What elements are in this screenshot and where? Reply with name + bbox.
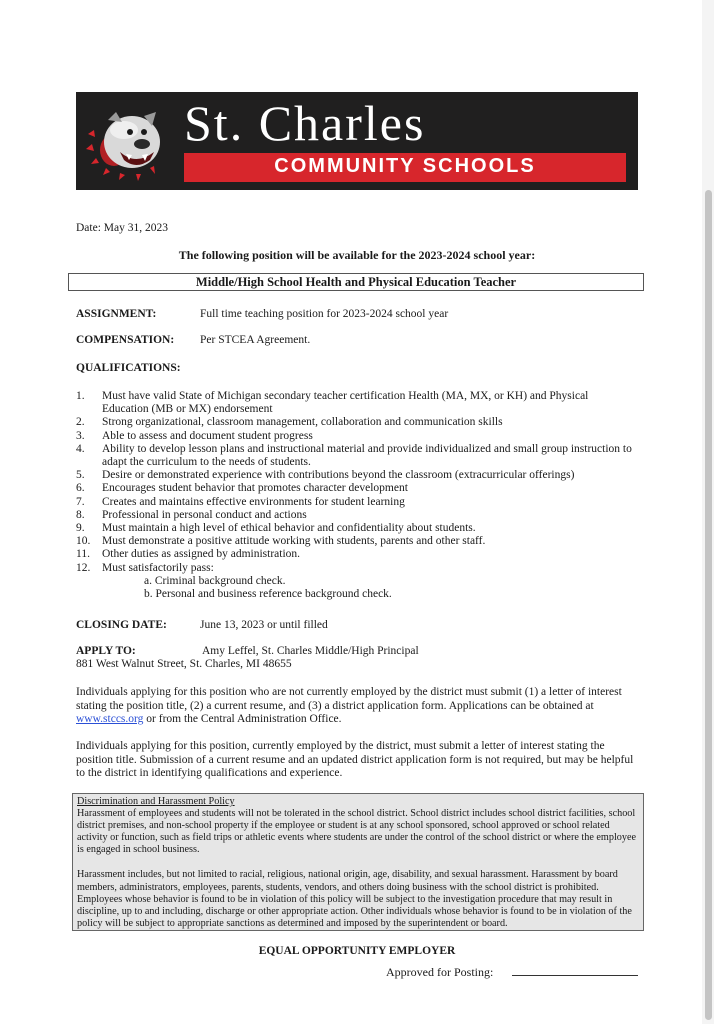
para-text: Individuals applying for this position who are not currently employed by the district must submit (1) a letter of interest stating the position title, (2) a current resume, and (3) a district application form. Applications can be obtained at bbox=[76, 686, 622, 712]
item-number: 6. bbox=[76, 482, 85, 495]
closing-date-value: June 13, 2023 or until filled bbox=[200, 619, 328, 631]
list-item bbox=[76, 416, 636, 429]
posting-date: Date: May 31, 2023 bbox=[76, 222, 168, 234]
item-number: 2. bbox=[76, 416, 85, 429]
external-applicants-paragraph bbox=[76, 686, 636, 727]
item-text: Able to assess and document student progress bbox=[102, 429, 313, 442]
assignment-label: ASSIGNMENT: bbox=[76, 308, 157, 320]
item-number: 11. bbox=[76, 548, 90, 561]
school-name: St. Charles bbox=[184, 95, 426, 151]
item-text: Desire or demonstrated experience with contributions beyond the classroom (extracurricular offerings) bbox=[102, 469, 575, 482]
policy-title: Discrimination and Harassment Policy bbox=[77, 796, 235, 807]
apply-to-label: APPLY TO: bbox=[76, 645, 136, 657]
item-number: 5. bbox=[76, 469, 85, 482]
list-item bbox=[76, 482, 636, 495]
list-item bbox=[76, 509, 636, 522]
compensation-label: COMPENSATION: bbox=[76, 334, 175, 346]
item-text: Creates and maintains effective environments for student learning bbox=[102, 495, 405, 508]
policy-paragraph: Harassment of employees and students will not be tolerated in the school district. School district includes school district facilities, school district premises, and non-school property if the employee or student is at any school sponsored, school approved or school related activity or function, such as field trips or athletic events where students are under the control of the school district or where the employee is engaged in school business. bbox=[77, 808, 637, 856]
sub-item: a. Criminal background check. bbox=[144, 574, 286, 587]
harassment-policy-box bbox=[72, 793, 644, 931]
list-item bbox=[76, 562, 636, 575]
item-number: 10. bbox=[76, 535, 91, 548]
position-title: Middle/High School Health and Physical Education Teacher bbox=[68, 273, 644, 291]
sub-item: b. Personal and business reference background check. bbox=[144, 588, 392, 601]
para-text: or from the Central Administration Office. bbox=[143, 713, 342, 725]
item-text: Must have valid State of Michigan secondary teacher certification Health (MA, MX, or KH) and Physical Education (MB or MX) endorsement bbox=[102, 390, 589, 416]
signature-line bbox=[512, 975, 638, 976]
item-number: 8. bbox=[76, 508, 85, 521]
item-text: Must satisfactorily pass: bbox=[102, 561, 214, 574]
list-item bbox=[76, 390, 636, 416]
scrollbar-track[interactable] bbox=[702, 0, 714, 1024]
item-number: 4. bbox=[76, 442, 85, 455]
approved-for-posting-label: Approved for Posting: bbox=[386, 965, 494, 979]
list-item bbox=[76, 548, 636, 561]
compensation-value: Per STCEA Agreement. bbox=[200, 334, 311, 346]
item-number: 7. bbox=[76, 495, 85, 508]
list-item bbox=[76, 535, 636, 548]
school-subtitle: COMMUNITY SCHOOLS bbox=[274, 155, 536, 177]
equal-opportunity-heading: EQUAL OPPORTUNITY EMPLOYER bbox=[258, 945, 456, 957]
school-banner bbox=[76, 92, 638, 190]
item-text: Must demonstrate a positive attitude working with students, parents and other staff. bbox=[102, 535, 486, 548]
closing-date-label: CLOSING DATE: bbox=[76, 619, 167, 631]
item-text: Professional in personal conduct and actions bbox=[102, 508, 307, 521]
qualifications-list bbox=[76, 390, 636, 601]
item-text: Ability to develop lesson plans and instructional material and provide individualized and small group instruction to adapt the curriculum to the needs of students. bbox=[102, 442, 632, 469]
item-number: 9. bbox=[76, 522, 85, 535]
item-number: 3. bbox=[76, 429, 85, 442]
item-text: Encourages student behavior that promotes character development bbox=[102, 482, 408, 495]
item-text: Strong organizational, classroom management, collaboration and communication skills bbox=[102, 416, 503, 429]
qualifications-label: QUALIFICATIONS: bbox=[76, 362, 181, 374]
list-item bbox=[76, 496, 636, 509]
website-link[interactable]: www.stccs.org bbox=[76, 713, 144, 725]
policy-paragraph: Harassment includes, but not limited to racial, religious, national origin, age, disability, and sexual harassment. Harassment by board members, administrators, employees, parents, students, vendors, and others doing business with the school district is prohibited. Employees whose behavior is found to be in violation of this policy will be subject to the investigation procedure that may result in discipline, up to and including, discharge or other appropriate action. Other individuals whose behavior is found to be in violation of the policy will be subject to appropriate sanctions as determined and imposed by the superintendent or board. bbox=[77, 869, 632, 929]
internal-applicants-paragraph: Individuals applying for this position, currently employed by the district, must submit a letter of interest stating the position title. Submission of a current resume and an updated district application form is not required, but may be helpful to the district in identifying qualifications and experience. bbox=[76, 740, 634, 779]
list-item bbox=[76, 469, 636, 482]
item-number: 12. bbox=[76, 561, 91, 574]
apply-address: 881 West Walnut Street, St. Charles, MI 48655 bbox=[76, 658, 292, 670]
announcement: The following position will be available for the 2023-2024 school year: bbox=[178, 248, 536, 262]
list-item bbox=[76, 522, 636, 535]
assignment-value: Full time teaching position for 2023-2024 school year bbox=[200, 308, 449, 320]
item-number: 1. bbox=[76, 390, 85, 402]
apply-to-value: Amy Leffel, St. Charles Middle/High Principal bbox=[202, 645, 419, 657]
bulldog-logo-icon bbox=[86, 100, 170, 182]
list-item bbox=[76, 443, 636, 469]
item-text: Must maintain a high level of ethical behavior and confidentiality about students. bbox=[102, 522, 476, 535]
list-item bbox=[76, 430, 636, 443]
scrollbar-thumb[interactable] bbox=[705, 190, 712, 1020]
item-text: Other duties as assigned by administration. bbox=[102, 548, 301, 561]
